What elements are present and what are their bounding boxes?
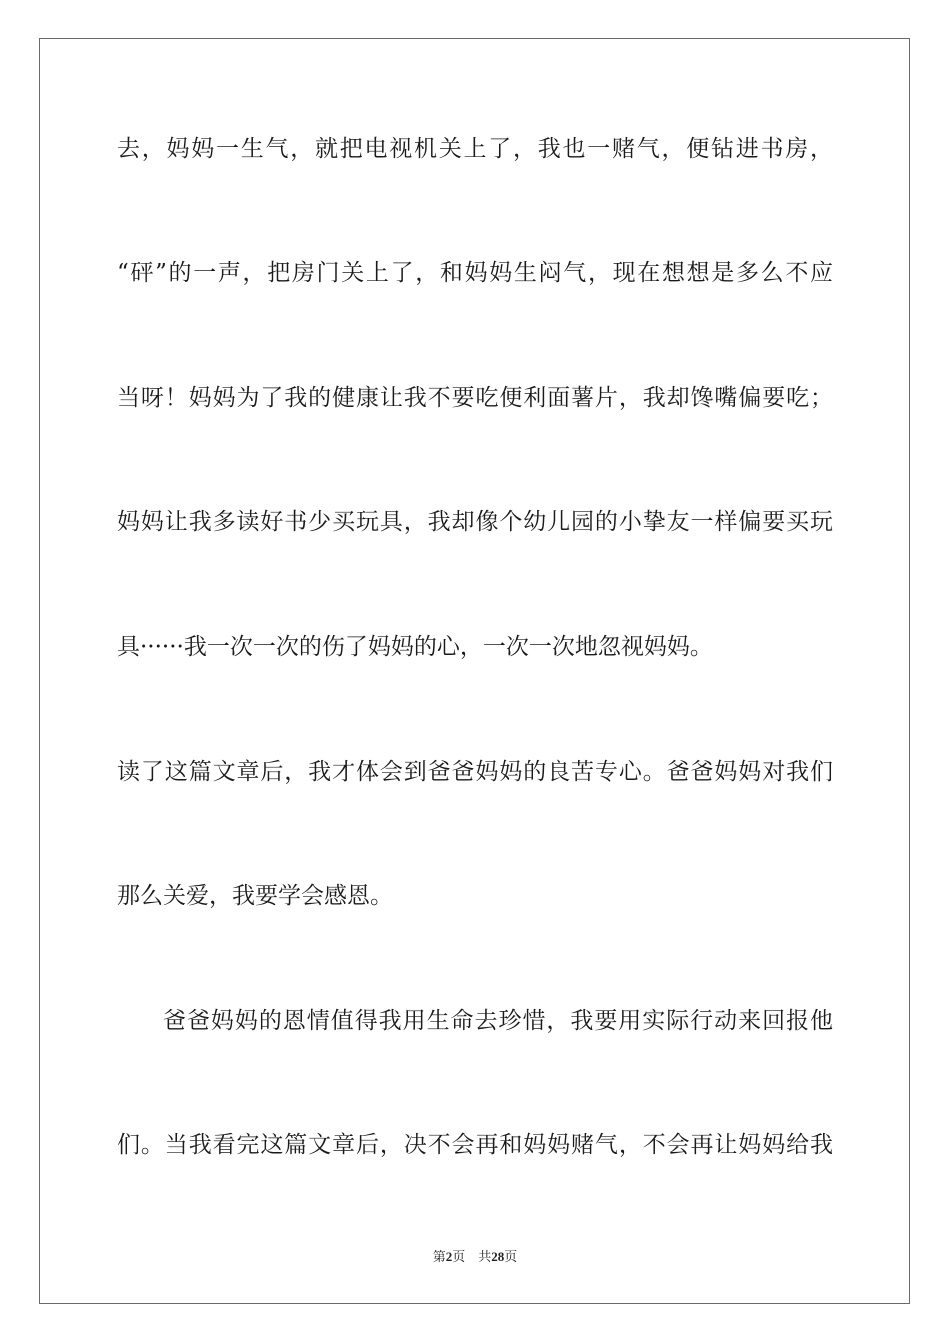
body-line-4: 妈妈让我多读好书少买玩具，我却像个幼儿园的小挚友一样偏要买玩 xyxy=(117,509,833,535)
body-line-7: 那么关爱，我要学会感恩。 xyxy=(117,883,393,909)
footer-page-suffix: 页 xyxy=(452,1249,466,1264)
body-line-5: 具······我一次一次的伤了妈妈的心，一次一次地忽视妈妈。 xyxy=(117,634,713,660)
body-line-3: 当呀！妈妈为了我的健康让我不要吃便利面薯片，我却馋嘴偏要吃； xyxy=(117,385,833,411)
body-line-2: “砰”的一声，把房门关上了，和妈妈生闷气，现在想想是多么不应 xyxy=(117,260,833,286)
body-line-9: 们。当我看完这篇文章后，决不会再和妈妈赌气，不会再让妈妈给我 xyxy=(117,1132,833,1158)
body-line-1: 去，妈妈一生气，就把电视机关上了，我也一赌气，便钻进书房， xyxy=(117,136,833,162)
body-line-8-paragraph-start: 爸爸妈妈的恩情值得我用生命去珍惜，我要用实际行动来回报他 xyxy=(163,1008,833,1034)
footer-page-prefix: 第 xyxy=(432,1249,446,1264)
footer-total-suffix: 页 xyxy=(504,1249,518,1264)
footer-total-prefix: 共 xyxy=(478,1249,492,1264)
page-footer xyxy=(0,1246,950,1265)
footer-total-number: 28 xyxy=(491,1249,505,1264)
page-border xyxy=(39,38,910,1304)
footer-page-number: 2 xyxy=(445,1249,453,1264)
body-line-6: 读了这篇文章后，我才体会到爸爸妈妈的良苦专心。爸爸妈妈对我们 xyxy=(117,759,833,785)
